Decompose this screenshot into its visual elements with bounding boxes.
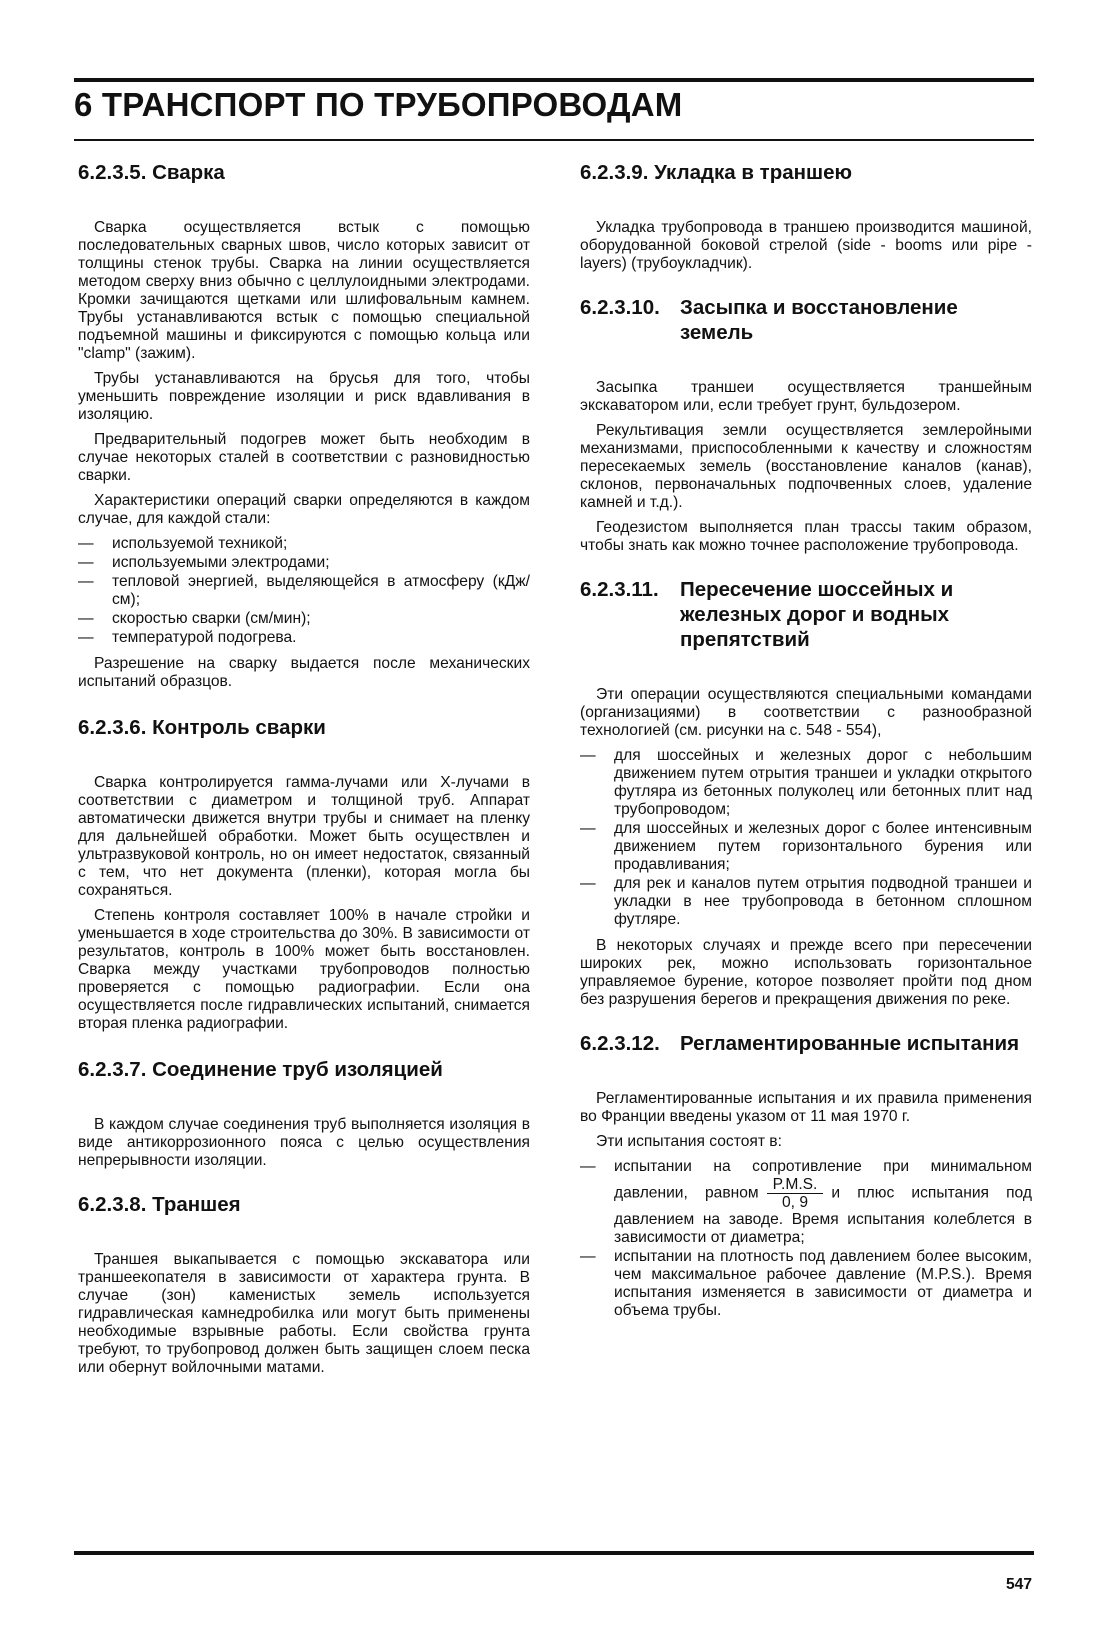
paragraph: Эти операции осуществляются специальными командами (организациями) в соответствии с разнообразной технологией (см. рисунки на с. 548 - 554), — [580, 686, 1032, 739]
paragraph: Укладка трубопровода в траншею производится машиной, оборудованной боковой стрелой (side - booms или pipe - layers) (трубоукладчик). — [580, 219, 1032, 272]
crossing-methods-list — [580, 747, 1032, 929]
header-top-rule — [74, 78, 1034, 82]
paragraph: Разрешение на сварку выдается после механических испытаний образцов. — [78, 655, 530, 690]
list-item: — испытании на сопротивление при минимальном давлении, равном $\frac{P.M.S.}{0, 9}$ и плюс испытания под давлением на заводе. Время испытания колеблется в зависимости от диаметра; — [580, 1158, 1032, 1246]
pressure-fraction: $\frac{P.M.S.}{0, 9}$ — [767, 1176, 824, 1211]
list-item: — температурой подогрева. — [78, 629, 297, 646]
list-item: — для шоссейных и железных дорог с более интенсивным движением путем горизонтального бурения или продавливания; — [580, 820, 1032, 873]
paragraph: Сварка осуществляется встык с помощью последовательных сварных швов, число которых зависит от толщины стенок трубы. Сварка на линии осуществляется методом сверху вниз обычно с целлулоидными электродами. Кромки зачищаются щетками или шлифовальным камнем. Трубы устанавливаются встык с помощью специальной подъемной машины и фиксируются с помощью кольца или "clamp" (зажим). — [78, 219, 530, 362]
welding-characteristics-list — [78, 535, 530, 647]
list-item: — для шоссейных и железных дорог с небольшим движением путем отрытия траншеи и укладки открытого футляра из бетонных полуколец или бетонных плит над трубопроводом; — [580, 747, 1032, 818]
right-column — [580, 148, 1032, 1328]
list-item: — скоростью сварки (см/мин); — [78, 610, 311, 627]
section-title-crossings: 6.2.3.11. Пересечение шоссейных и железных дорог и водных препятствий — [580, 578, 954, 651]
paragraph: Регламентированные испытания и их правила применения во Франции введены указом от 11 мая 1970 г. — [580, 1090, 1032, 1125]
section-title-welding: 6.2.3.5. Сварка — [78, 161, 225, 184]
paragraph: Траншея выкапывается с помощью экскаватора или траншеекопателя в зависимости от характера грунта. В случае (зон) каменистых земель используется гидравлическая камнедробилка или могут быть применены необходимые взрывные работы. Если свойства грунта требуют, то трубопровод должен быть защищен слоем песка или обернут войлочными матами. — [78, 1251, 530, 1376]
section-title-backfill: 6.2.3.10. Засыпка и восстановление земель — [580, 296, 958, 344]
tests-list — [580, 1158, 1032, 1320]
paragraph: Геодезистом выполняется план трассы таким образом, чтобы знать как можно точнее расположение трубопровода. — [580, 519, 1032, 554]
paragraph: Степень контроля составляет 100% в начале стройки и уменьшается в ходе строительства до 30%. В зависимости от результатов, контроль в 100% может быть восстановлен. Сварка между участками трубопроводов полностью проверяется с помощью радиографии. Если она осуществляется после гидравлических испытаний, снимается вторая пленка радиографии. — [78, 907, 530, 1032]
list-item: — испытании на плотность под давлением более высоким, чем максимальное рабочее давление (M.P.S.). Время испытания изменяется в зависимости от диаметра и объема трубы. — [580, 1248, 1032, 1319]
section-title-trench: 6.2.3.8. Траншея — [78, 1193, 241, 1216]
paragraph: Предварительный подогрев может быть необходим в случае некоторых сталей в соответствии с разновидностью сварки. — [78, 431, 530, 484]
paragraph: Характеристики операций сварки определяются в каждом случае, для каждой стали: — [78, 492, 530, 527]
header-bottom-rule — [74, 139, 1034, 141]
chapter-title: 6 ТРАНСПОРТ ПО ТРУБОПРОВОДАМ — [74, 86, 683, 123]
list-item: — используемой техникой; — [78, 535, 288, 552]
paragraph: В некоторых случаях и прежде всего при пересечении широких рек, можно использовать горизонтальное управляемое бурение, которое позволяет пройти под дном без разрушения берегов и прекращения движения по реке. — [580, 937, 1032, 1008]
section-title-regulated-tests: 6.2.3.12. Регламентированные испытания — [580, 1032, 1020, 1055]
paragraph: Эти испытания состоят в: — [596, 1133, 782, 1150]
footer-rule — [74, 1551, 1034, 1555]
list-item: — для рек и каналов путем отрытия подводной траншеи и укладки в нее трубопровода в бетонном сплошном футляре. — [580, 875, 1032, 928]
section-title-weld-control: 6.2.3.6. Контроль сварки — [78, 716, 326, 739]
paragraph: В каждом случае соединения труб выполняется изоляция в виде антикоррозионного пояса с целью осуществления непрерывности изоляции. — [78, 1116, 530, 1169]
paragraph: Засыпка траншеи осуществляется траншейным экскаватором или, если требует грунт, бульдозером. — [580, 379, 1032, 414]
section-title-laying-in-trench: 6.2.3.9. Укладка в траншею — [580, 161, 852, 184]
page-number: 547 — [1005, 1576, 1032, 1593]
paragraph: Рекультивация земли осуществляется землеройными механизмами, приспособленными к качеству и сложностям пересекаемых земель (восстановление каналов (канав), склонов, первоначальных подпочвенных слоев, удаление камней и т.д.). — [580, 422, 1032, 511]
list-item: — используемыми электродами; — [78, 554, 330, 571]
left-column — [78, 148, 530, 1384]
paragraph: Трубы устанавливаются на брусья для того, чтобы уменьшить повреждение изоляции и риск вдавливания в изоляцию. — [78, 370, 530, 423]
list-item: — тепловой энергией, выделяющейся в атмосферу (кДж/см); — [78, 573, 530, 608]
section-title-pipe-joint-insulation: 6.2.3.7. Соединение труб изоляцией — [78, 1058, 443, 1081]
paragraph: Сварка контролируется гамма-лучами или X-лучами в соответствии с диаметром и толщиной труб. Аппарат автоматически движется внутри трубы и снимает на пленку для дальнейшей обработки. Может быть осуществлен и ультразвуковой контроль, но он имеет недостаток, связанный с тем, что нет документа (пленки), которая могла бы сохраняться. — [78, 774, 530, 899]
